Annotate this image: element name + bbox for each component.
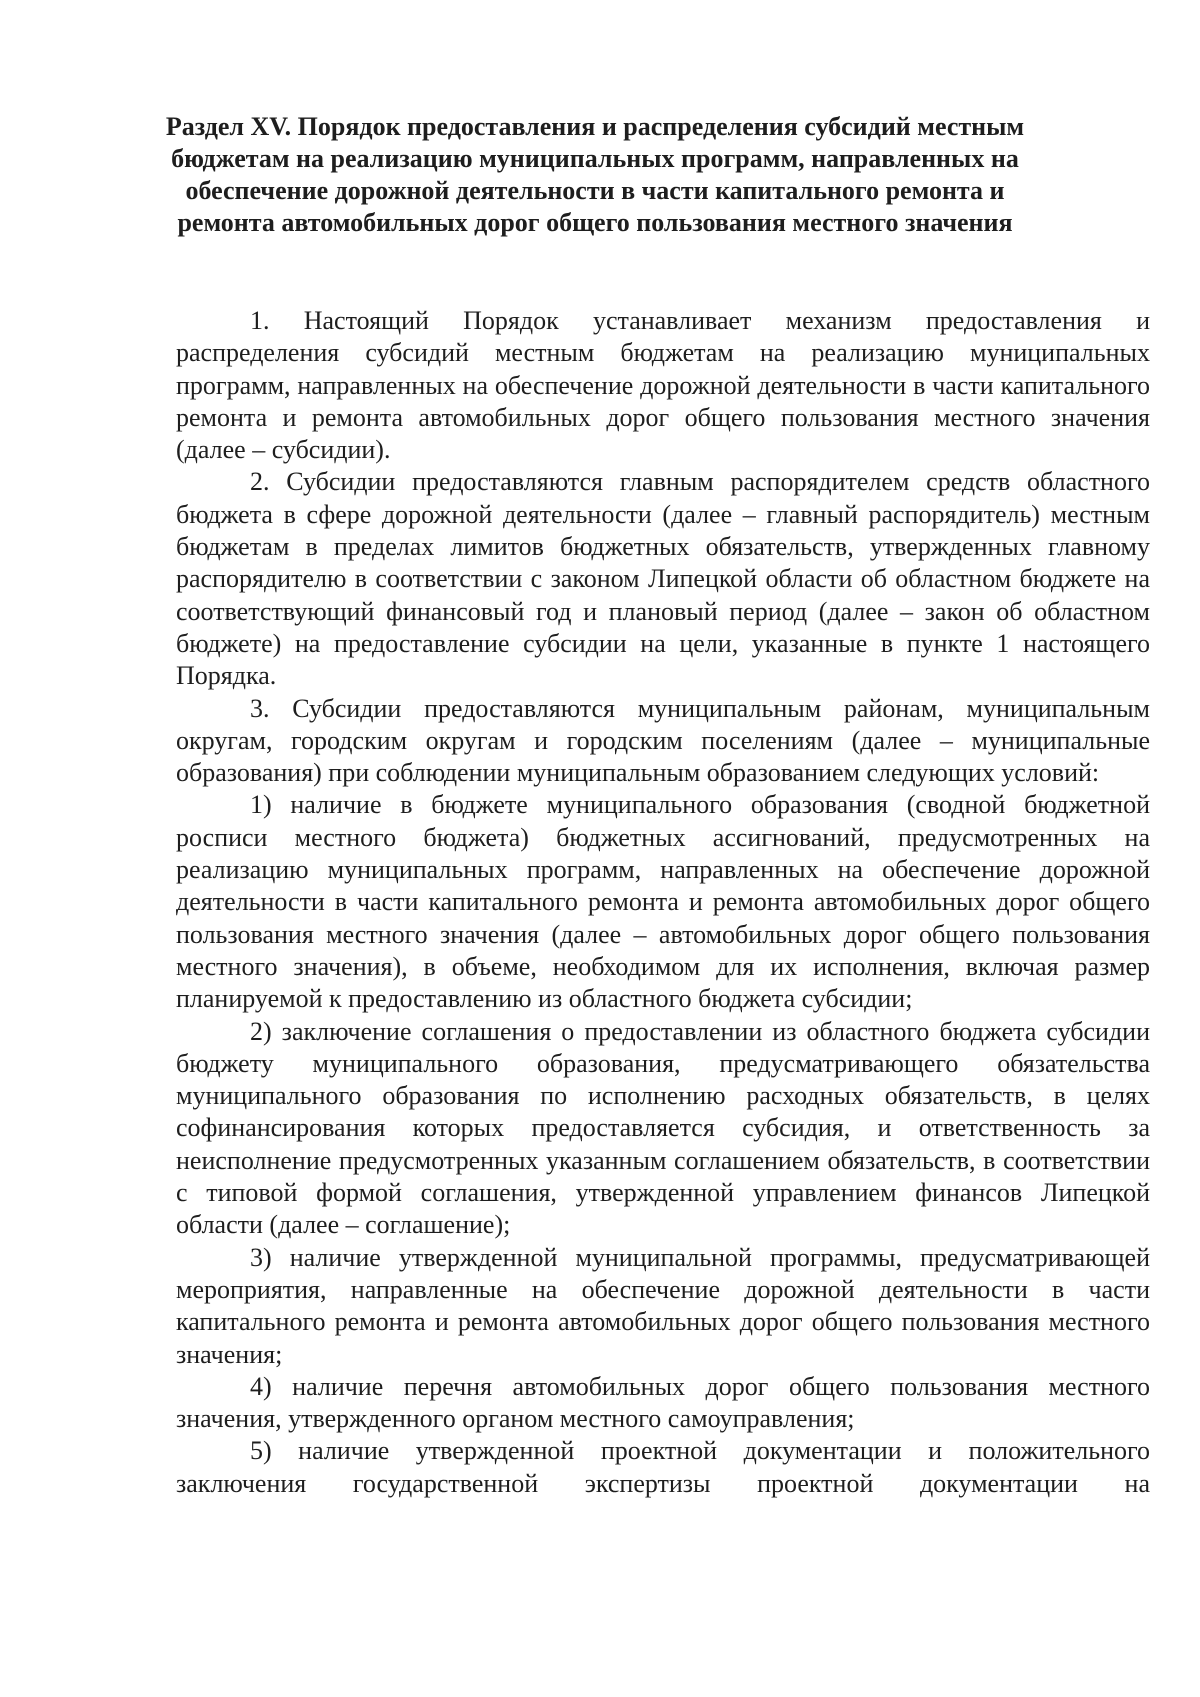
document-body — [176, 305, 1150, 1500]
section-title: Раздел XV. Порядок предоставления и распределения субсидий местным бюджетам на реализацию муниципальных программ, направленных на обеспечение дорожной деятельности в части капитального ремонта и ремонта автомобильных дорог общего пользования местного значения — [165, 112, 1025, 237]
subitem-2: 2) заключение соглашения о предоставлении из областного бюджета субсидии бюджету муниципального образования, предусматривающего обязательства муниципального образования по исполнению расходных обязательств, в целях софинансирования которых предоставляется субсидия, и ответственность за неисполнение предусмотренных указанным соглашением обязательств, в соответствии с типовой формой соглашения, утвержденной управлением финансов Липецкой области (далее – соглашение); — [176, 1016, 1150, 1240]
subitem-5: 5) наличие утвержденной проектной документации и положительного заключения государственной экспертизы проектной документации на — [176, 1436, 1150, 1498]
subitem-3: 3) наличие утвержденной муниципальной программы, предусматривающей мероприятия, направленные на обеспечение дорожной деятельности в части капитального ремонта и ремонта автомобильных дорог общего пользования местного значения; — [176, 1242, 1150, 1369]
paragraph-1: 1. Настоящий Порядок устанавливает механизм предоставления и распределения субсидий местным бюджетам на реализацию муниципальных программ, направленных на обеспечение дорожной деятельности в части капитального ремонта и ремонта автомобильных дорог общего пользования местного значения (далее – субсидии). — [176, 306, 1150, 465]
paragraph-3: 3. Субсидии предоставляются муниципальным районам, муниципальным округам, городским округам и городским поселениям (далее – муниципальные образования) при соблюдении муниципальным образованием следующих условий: — [176, 693, 1150, 788]
paragraph-2: 2. Субсидии предоставляются главным распорядителем средств областного бюджета в сфере дорожной деятельности (далее – главный распорядитель) местным бюджетам в пределах лимитов бюджетных обязательств, утвержденных главному распорядителю в соответствии с законом Липецкой области об областном бюджете на соответствующий финансовый год и плановый период (далее – закон об областном бюджете) на предоставление субсидии на цели, указанные в пункте 1 настоящего Порядка. — [176, 467, 1150, 691]
subitem-1: 1) наличие в бюджете муниципального образования (сводной бюджетной росписи местного бюджета) бюджетных ассигнований, предусмотренных на реализацию муниципальных программ, направленных на обеспечение дорожной деятельности в части капитального ремонта и ремонта автомобильных дорог общего пользования местного значения (далее – автомобильных дорог общего пользования местного значения), в объеме, необходимом для их исполнения, включая размер планируемой к предоставлению из областного бюджета субсидии; — [176, 790, 1150, 1014]
subitem-4: 4) наличие перечня автомобильных дорог общего пользования местного значения, утвержденного органом местного самоуправления; — [176, 1371, 1150, 1434]
